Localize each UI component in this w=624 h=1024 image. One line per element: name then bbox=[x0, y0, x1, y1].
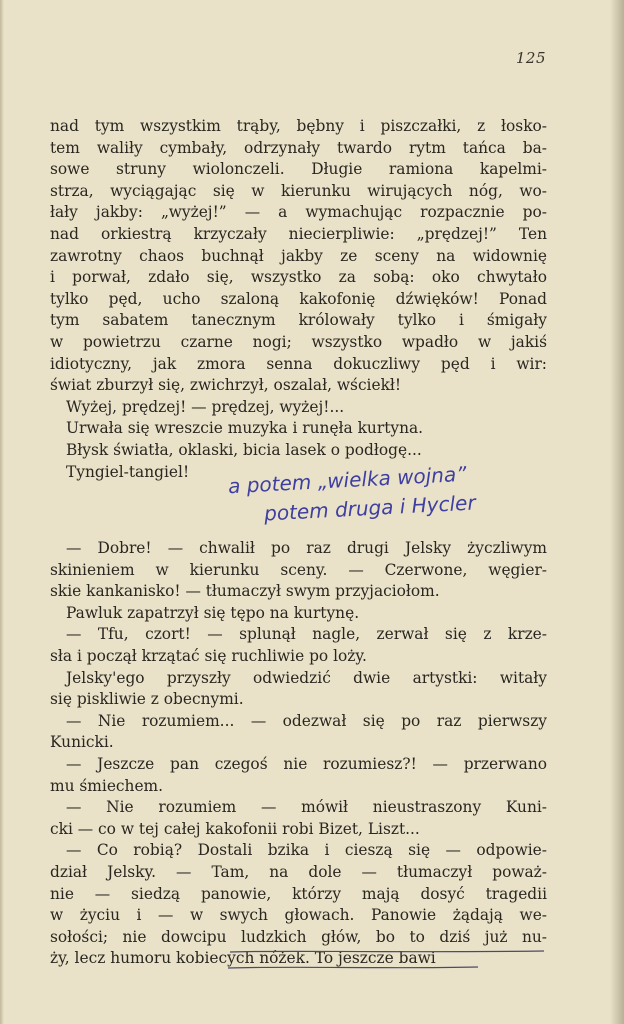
text-line: sowe struny wiolonczeli. Długie ramiona kapelmi- bbox=[50, 160, 547, 179]
text-line: Wyżej, prędzej! — prędzej, wyżej!... bbox=[66, 397, 345, 416]
text-line: ży, lecz humoru kobiecych nóżek. To jeszcze bawi bbox=[50, 949, 436, 968]
text-line: — Dobre! — chwalił po raz drugi Jelsky życzliwym bbox=[66, 539, 547, 558]
text-line: skinieniem w kierunku sceny. — Czerwone, węgier- bbox=[50, 560, 547, 579]
text-line: Jelsky'ego przyszły odwiedzić dwie artystki: witały bbox=[66, 668, 547, 687]
text-line: skie kankanisko! — tłumaczył swym przyjaciołom. bbox=[50, 582, 440, 601]
text-line: — Tfu, czort! — splunął nagle, zerwał się z krze- bbox=[66, 625, 547, 644]
text-line: Błysk światła, oklaski, bicia lasek o podłogę... bbox=[66, 440, 422, 459]
text-line: sołości; nie dowcipu ludzkich głów, bo to dziś już nu- bbox=[50, 927, 547, 946]
text-line: zawrotny chaos buchnął jakby ze sceny na widownię bbox=[50, 246, 547, 265]
body-text bbox=[50, 116, 547, 970]
text-line: nie — siedzą panowie, którzy mają dosyć tragedii bbox=[50, 884, 547, 903]
text-line: nad tym wszystkim trąby, bębny i piszczałki, z łosko- bbox=[50, 117, 547, 135]
text-line: w powietrzu czarne nogi; wszystko wpadło w jakiś bbox=[50, 332, 547, 351]
text-line: dział Jelsky. — Tam, na dole — tłumaczył poważ- bbox=[50, 863, 547, 881]
annotation-line-2: potem druga i Hycler bbox=[263, 490, 477, 526]
text-line: łały jakby: „wyżej!” — a wymachując rozpacznie po- bbox=[50, 203, 547, 222]
page-number: 125 bbox=[515, 49, 546, 67]
text-line: Tyngiel-tangiel! bbox=[66, 462, 190, 481]
page-gutter-shadow bbox=[610, 0, 624, 1024]
text-line: — Nie rozumiem... — odezwał się po raz pierwszy bbox=[66, 711, 547, 730]
text-line: Urwała się wreszcie muzyka i runęła kurtyna. bbox=[66, 419, 424, 438]
text-line: świat zburzył się, zwichrzył, oszalał, wściekł! bbox=[50, 376, 402, 395]
text-line: Pawluk zapatrzył się tępo na kurtynę. bbox=[66, 603, 360, 622]
text-line: — Co robią? Dostali bzika i cieszą się — odpowie- bbox=[66, 841, 547, 860]
text-line: Kunicki. bbox=[50, 733, 114, 752]
annotation-line-1: a potem „wielka wojna” bbox=[227, 461, 468, 499]
text-line: w życiu i — w swych głowach. Panowie żądają we- bbox=[50, 906, 547, 925]
text-line: tym sabatem tanecznym królowały tylko i śmigały bbox=[50, 311, 547, 330]
page-edge-shadow bbox=[0, 0, 4, 1024]
text-line: się piskliwie z obecnymi. bbox=[50, 690, 244, 709]
text-line: strza, wyciągając się w kierunku wirujących nóg, wo- bbox=[50, 181, 547, 200]
handwritten-annotation bbox=[227, 461, 588, 536]
text-line: i porwał, zdało się, wszystko za sobą: oko chwytało bbox=[50, 268, 547, 287]
text-line: mu śmiechem. bbox=[50, 776, 164, 795]
text-line: — Jeszcze pan czegoś nie rozumiesz?! — przerwano bbox=[66, 755, 547, 774]
text-line: nad orkiestrą krzyczały niecierpliwie: „prędzej!” Ten bbox=[50, 224, 547, 243]
text-line: — Nie rozumiem — mówił nieustraszony Kuni- bbox=[66, 798, 547, 817]
text-line: tem waliły cymbały, odrzynały twardo rytm tańca ba- bbox=[50, 138, 547, 157]
text-line: tylko pęd, ucho szaloną kakofonię dźwięków! Ponad bbox=[50, 289, 547, 308]
text-line: idiotyczny, jak zmora senna dokuczliwy pęd i wir: bbox=[50, 354, 547, 373]
text-line: sła i począł krzątać się ruchliwie po loży. bbox=[50, 647, 367, 666]
text-line: cki — co w tej całej kakofonii robi Bizet, Liszt... bbox=[50, 819, 420, 838]
